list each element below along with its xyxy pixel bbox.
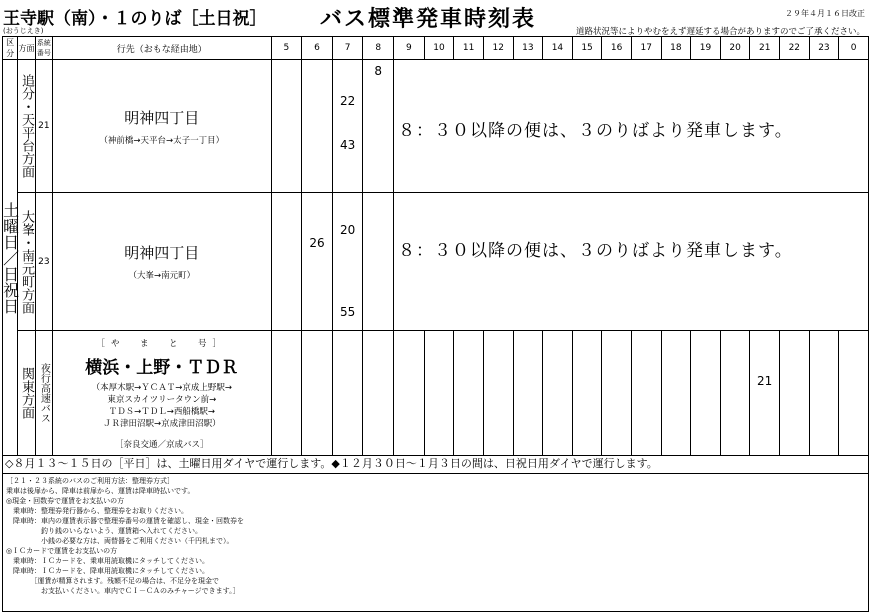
hour-header: 17 [631,37,661,60]
route-number: 21 [35,60,52,193]
hour-header: 8 [363,37,394,60]
info-line: 小銭の必要な方は、両替器をご利用ください（千円札まで）。 [6,537,234,545]
hour-cell [394,331,425,456]
hour-header: 22 [780,37,810,60]
info-line: ［運賃が精算されます。残額不足の場合は、不足分を現金で [6,577,219,585]
hour-cell [332,60,363,193]
departure-minute: 43 [339,138,356,152]
hour-header: 5 [271,37,302,60]
hour-cell [454,331,484,456]
hour-cell [363,60,394,193]
hour-header: 12 [483,37,513,60]
col-kubun: 区分 [3,37,18,60]
hour-header: 9 [394,37,425,60]
header-row [3,37,869,60]
destination-cell [53,331,272,456]
hour-cell [271,193,302,331]
destination-via: （神前橋→天平台→太子一丁目） [99,135,225,146]
platform-notice: ８：３０以降の便は、３のりばより発車します。 [398,241,793,261]
hour-cell [720,331,750,456]
holiday-schedule-note: ◇８月１３～１５日の［平日］は、土曜日用ダイヤで運行します。◆１２月３０日～１月３日の間は、日祝日用ダイヤで運行します。 [2,455,869,474]
route-number: 夜行高速バス [35,331,52,456]
route-row [3,60,869,193]
hour-header: 19 [691,37,721,60]
departure-minute: 21 [757,374,773,388]
hour-cell [424,331,454,456]
info-line: 乗車時：整理券発行器から、整理券をお取りください。 [6,507,188,515]
departure-minute: 8 [374,64,383,78]
hour-header: 14 [543,37,573,60]
destination-cell [53,60,272,193]
hour-cell [691,331,721,456]
hour-header: 0 [839,37,869,60]
hour-cell [302,193,333,331]
info-line: ◎ＩＣカードで運賃をお支払いの方 [6,547,118,555]
hour-cell [543,331,573,456]
hour-cell [363,193,394,331]
info-line: ◎現金・回数券で運賃をお支払いの方 [6,497,125,505]
destination-via: （本厚木駅→ＹＣＡＴ→京成上野駅→ [91,382,232,393]
destination-cell [53,193,272,331]
hour-header: 20 [720,37,750,60]
hour-header: 7 [332,37,363,60]
info-line: 乗車は後扉から、降車は前扉から、運賃は降車時払いです。 [6,487,195,495]
col-direction: 方面 [18,37,35,60]
destination-via: ＴＤＳ→ＴＤＬ→西船橋駅→ [108,406,215,417]
destination-name: 明神四丁目 [124,244,200,262]
hour-cell [271,331,302,456]
hour-cell [363,331,394,456]
delay-notice: 道路状況等によりやむをえず遅延する場合がありますのでご了承ください。 [575,27,865,37]
hour-cell [780,331,810,456]
departure-minute: 26 [309,236,325,250]
day-type: 土曜日／日祝日 [3,60,18,456]
hour-cell [572,331,602,456]
destination-via: 東京スカイツリータウン前→ [107,394,217,405]
page-title: バス標準発車時刻表 [320,7,537,32]
hour-header: 10 [424,37,454,60]
hour-header: 23 [809,37,839,60]
hour-header: 21 [750,37,780,60]
hour-cell [332,193,363,331]
hour-header: 13 [513,37,543,60]
info-line: 降車時：車内の運賃表示器で整理券番号の運賃を確認し、現金・回数券を [6,517,244,525]
col-destination: 行先（おもな経由地） [53,37,272,60]
hour-header: 11 [454,37,484,60]
route-row [3,193,869,331]
hour-header: 6 [302,37,333,60]
route-row [3,331,869,456]
timetable-grid [2,36,869,456]
hour-cell [661,331,691,456]
boarding-instructions [2,474,869,612]
hour-cell-span [394,193,869,331]
destination-via: ＪＲ津田沼駅→京成津田沼駅） [102,418,221,429]
hour-header: 16 [602,37,632,60]
hour-cell [483,331,513,456]
hour-cell [302,60,333,193]
hour-cell [332,331,363,456]
departure-minute: 22 [339,94,356,108]
hour-header: 18 [661,37,691,60]
hour-cell [302,331,333,456]
station-name: 王寺駅（南）・１のりば［土日祝］ [3,9,267,29]
revision-date: ２９年４月１６日改正 [785,9,865,18]
info-line: 降車時：ＩＣカードを、降車用読取機にタッチしてください。 [6,567,209,575]
info-line: ［２１・２３系統のバスのご利用方法：整理券方式］ [6,477,174,485]
info-line: 乗車時：ＩＣカードを、乗車用読取機にタッチしてください。 [6,557,209,565]
route-number: 23 [35,193,52,331]
operator: ［奈良交通／京成バス］ [115,439,209,450]
hour-cell-span [394,60,869,193]
hour-cell [750,331,780,456]
station-ruby: (おうじえき) [3,27,44,35]
direction: 関東方面 [18,331,35,456]
departure-minute: 55 [339,305,356,319]
col-route-no: 系統番号 [35,37,52,60]
destination-via: （大峯→南元町） [128,271,196,281]
direction: 大峯・南元町方面 [18,193,35,331]
service-name: ［や ま と 号］ [96,338,228,349]
destination-name: 横浜・上野・ＴＤＲ [85,357,239,378]
hour-cell [513,331,543,456]
hour-cell [809,331,839,456]
hour-cell [602,331,632,456]
hour-header: 15 [572,37,602,60]
direction: 追分・天平台方面 [18,60,35,193]
info-line: お支払いください。車内でＣＩ－ＣＡのみチャージできます。］ [6,587,240,595]
hour-cell [271,60,302,193]
destination-name: 明神四丁目 [124,108,200,127]
platform-notice: ８：３０以降の便は、３のりばより発車します。 [398,121,793,141]
departure-minute: 20 [339,223,356,237]
hour-cell [839,331,869,456]
info-line: 釣り銭のいらないよう、運賃箱へ入れてください。 [6,527,202,535]
hour-cell [631,331,661,456]
